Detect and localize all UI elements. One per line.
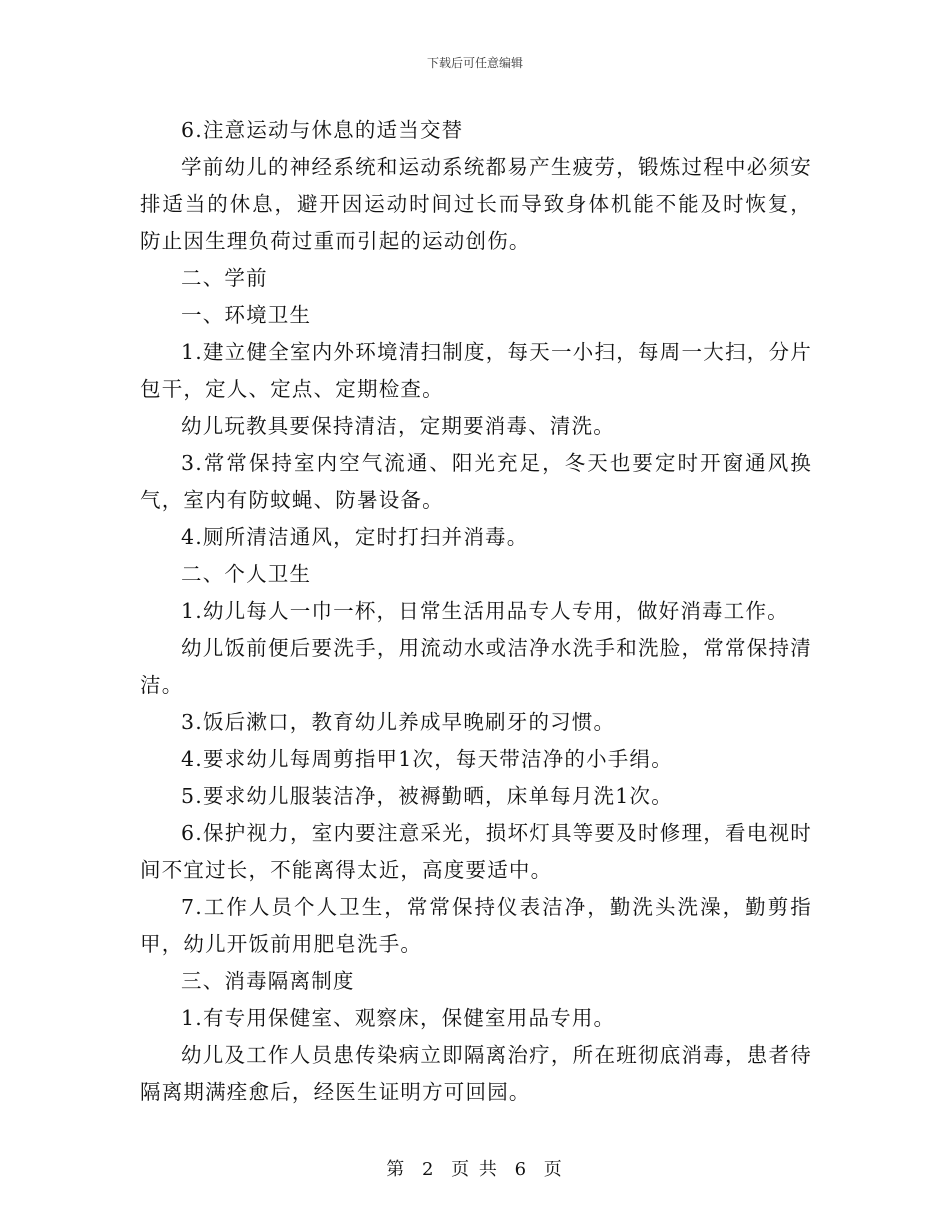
page-number: 2 [421, 1159, 436, 1180]
section-heading: 三、消毒隔离制度 [181, 969, 355, 993]
footer-prefix: 第 [386, 1159, 407, 1180]
paragraph: 4.厕所清洁通风，定时打扫并消毒。 [181, 525, 529, 549]
section-heading: 二、学前 [181, 266, 268, 290]
paragraph: 幼儿玩教具要保持清洁，定期要消毒、清洗。 [181, 414, 615, 438]
footer-suffix: 页 [543, 1159, 564, 1180]
footer-middle: 页 共 [451, 1159, 499, 1180]
total-pages: 6 [514, 1159, 529, 1180]
paragraph: 6.保护视力，室内要注意采光，损坏灯具等要及时修理，看电视时间不宜过长，不能离得太近，高度要适中。 [140, 821, 812, 882]
page-header: 下载后可任意编辑 [426, 56, 523, 70]
document-body [140, 112, 812, 1111]
paragraph: 幼儿及工作人员患传染病立即隔离治疗，所在班彻底消毒，患者待隔离期满痊愈后，经医生证明方可回园。 [140, 1043, 812, 1104]
paragraph: 学前幼儿的神经系统和运动系统都易产生疲劳，锻炼过程中必须安排适当的休息，避开因运动时间过长而导致身体机能不能及时恢复，防止因生理负荷过重而引起的运动创伤。 [140, 155, 812, 253]
paragraph: 3.饭后漱口，教育幼儿养成早晚刷牙的习惯。 [181, 710, 616, 734]
page-footer [0, 1155, 950, 1181]
paragraph: 7.工作人员个人卫生，常常保持仪表洁净，勤洗头洗澡，勤剪指甲，幼儿开饭前用肥皂洗手。 [140, 895, 812, 956]
paragraph: 4.要求幼儿每周剪指甲1次，每天带洁净的小手绢。 [181, 747, 673, 771]
paragraph: 1.建立健全室内外环境清扫制度，每天一小扫，每周一大扫，分片包干，定人、定点、定期检查。 [140, 340, 812, 401]
paragraph: 1.幼儿每人一巾一杯，日常生活用品专人专用，做好消毒工作。 [181, 599, 789, 623]
paragraph: 幼儿饭前便后要洗手，用流动水或洁净水洗手和洗脸，常常保持清洁。 [140, 636, 812, 697]
paragraph: 6.注意运动与休息的适当交替 [181, 118, 464, 142]
section-heading: 二、个人卫生 [181, 562, 312, 586]
section-heading: 一、环境卫生 [181, 303, 312, 327]
paragraph: 5.要求幼儿服装洁净，被褥勤晒，床单每月洗1次。 [181, 784, 673, 808]
paragraph: 3.常常保持室内空气流通、阳光充足，冬天也要定时开窗通风换气，室内有防蚊蝇、防暑设备。 [140, 451, 812, 512]
paragraph: 1.有专用保健室、观察床，保健室用品专用。 [181, 1006, 616, 1030]
